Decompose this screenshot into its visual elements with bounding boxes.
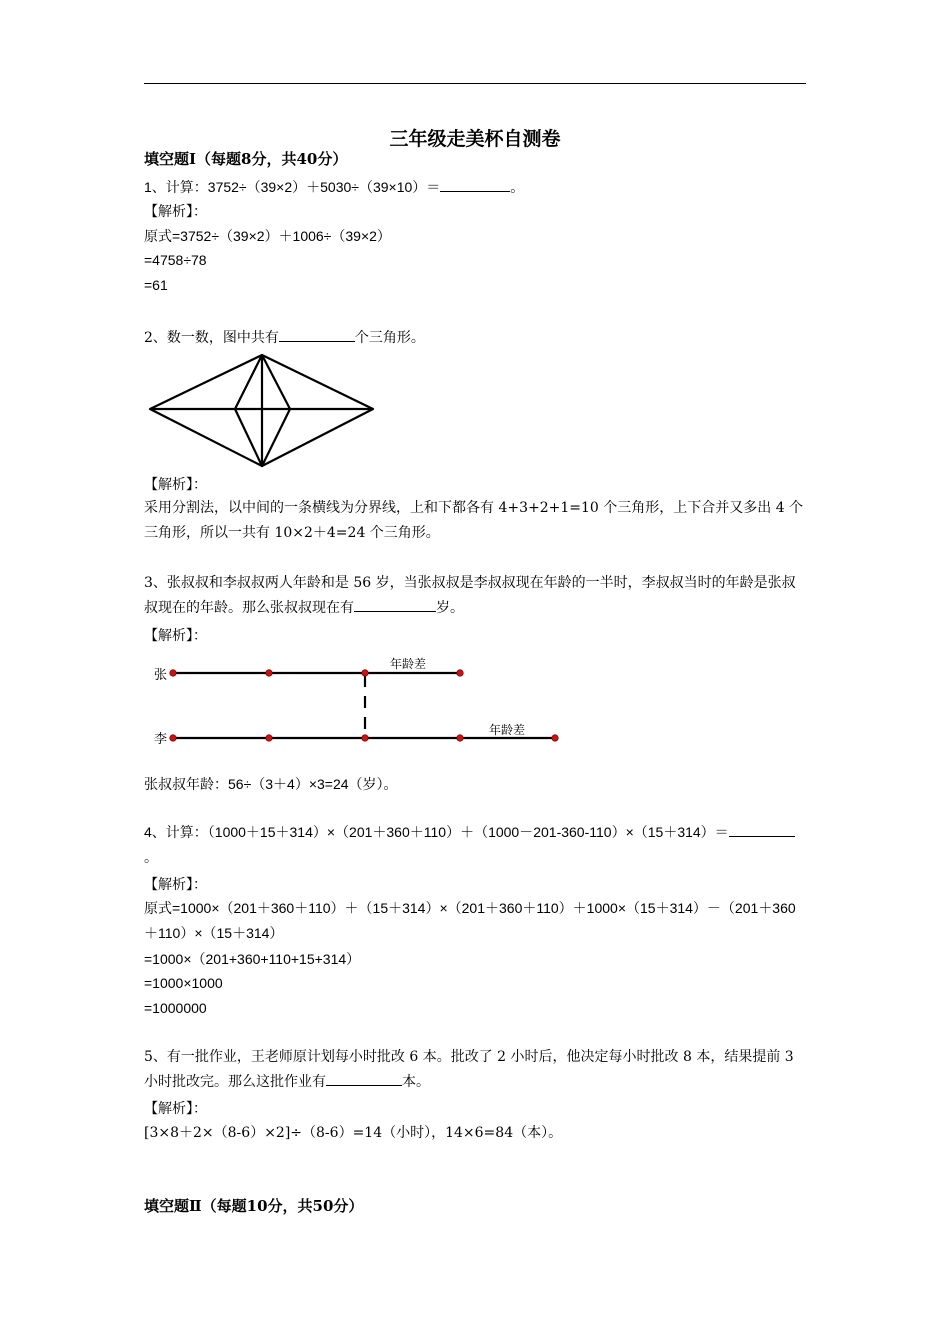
age-difference-label: 年龄差 [489, 723, 526, 737]
point-marker [170, 735, 177, 742]
answer-blank [326, 1071, 402, 1086]
analysis-label: 【解析】： [144, 877, 207, 893]
section-heading-2: 填空题Ⅱ（每题10分，共50分） [144, 1197, 364, 1215]
question-3-text: 3、张叔叔和李叔叔两人年龄和是 56 岁，当张叔叔是李叔叔现在年龄的一半时，李叔叔当时的年龄是张叔叔现在的年龄。那么张叔叔现在有 [144, 575, 796, 616]
page-title: 三年级走美杯自测卷 [389, 128, 561, 150]
analysis-label: 【解析】： [144, 628, 207, 644]
section-heading-1: 填空题Ⅰ（每题8分，共40分） [144, 150, 348, 168]
point-marker [266, 735, 273, 742]
question-3 [144, 571, 806, 621]
analysis-text: 原式=1000×（201＋360＋110）＋（15＋314）×（201＋360＋110）＋1000×（15＋314）－（201＋360＋110）×（15＋314） [144, 900, 796, 941]
question-5 [144, 1045, 806, 1095]
answer-blank [440, 177, 510, 192]
question-3-end: 岁。 [436, 600, 464, 616]
point-marker [552, 735, 559, 742]
answer-blank [279, 327, 355, 342]
question-1 [144, 177, 806, 196]
age-difference-label: 年龄差 [390, 657, 427, 671]
analysis-label: 【解析】： [144, 477, 207, 493]
analysis-label: 【解析】： [144, 204, 207, 220]
label-li: 李 [154, 732, 168, 747]
answer-line: [3×8＋2×（8-6）×2]÷（8-6）=14（小时），14×6=84（本）。 [144, 1125, 563, 1141]
solution-line: =1000×1000 [144, 975, 223, 991]
solution-line: 原式=3752÷（39×2）＋1006÷（39×2） [144, 228, 391, 244]
label-zhang: 张 [154, 668, 168, 683]
question-5-text: 5、有一批作业，王老师原计划每小时批改 6 本。批改了 2 小时后，他决定每小时批改 8 本，结果提前 3 小时批改完。那么这批作业有 [144, 1049, 794, 1090]
header-rule [144, 83, 806, 84]
question-5-end: 本。 [402, 1074, 430, 1090]
answer-blank [354, 597, 436, 612]
point-marker [266, 670, 273, 677]
solution-line: =1000×（201+360+110+15+314） [144, 951, 361, 967]
question-4 [144, 820, 806, 870]
triangle-figure [140, 350, 380, 470]
point-marker [457, 735, 464, 742]
answer-blank [729, 822, 795, 837]
point-marker [362, 735, 369, 742]
solution-line: =1000000 [144, 1000, 207, 1016]
question-2-text: 2、数一数，图中共有 [144, 330, 279, 346]
point-marker [457, 670, 464, 677]
analysis-text: 采用分割法，以中间的一条横线为分界线，上和下都各有 4+3+2+1=10 个三角形，上下合并又多出 4 个三角形，所以一共有 10×2＋4=24 个三角形。 [144, 500, 804, 541]
question-4-text: 4、计算：（1000＋15＋314）×（201＋360＋110）＋（1000－201-360-110）×（15＋314）＝ [144, 824, 729, 840]
question-4-end: 。 [144, 849, 158, 865]
question-1-text: 1、计算：3752÷（39×2）＋5030÷（39×10）＝ [144, 179, 441, 195]
point-marker [170, 670, 177, 677]
point-marker [362, 670, 369, 677]
age-line-diagram [144, 650, 574, 750]
solution-line: =4758÷78 [144, 252, 207, 268]
answer-line: 张叔叔年龄：56÷（3＋4）×3=24（岁）。 [144, 776, 398, 792]
question-2 [144, 327, 806, 347]
solution-line: =61 [144, 277, 168, 293]
question-1-end: 。 [510, 179, 525, 195]
analysis-label: 【解析】： [144, 1101, 207, 1117]
question-2-end: 个三角形。 [354, 330, 425, 346]
